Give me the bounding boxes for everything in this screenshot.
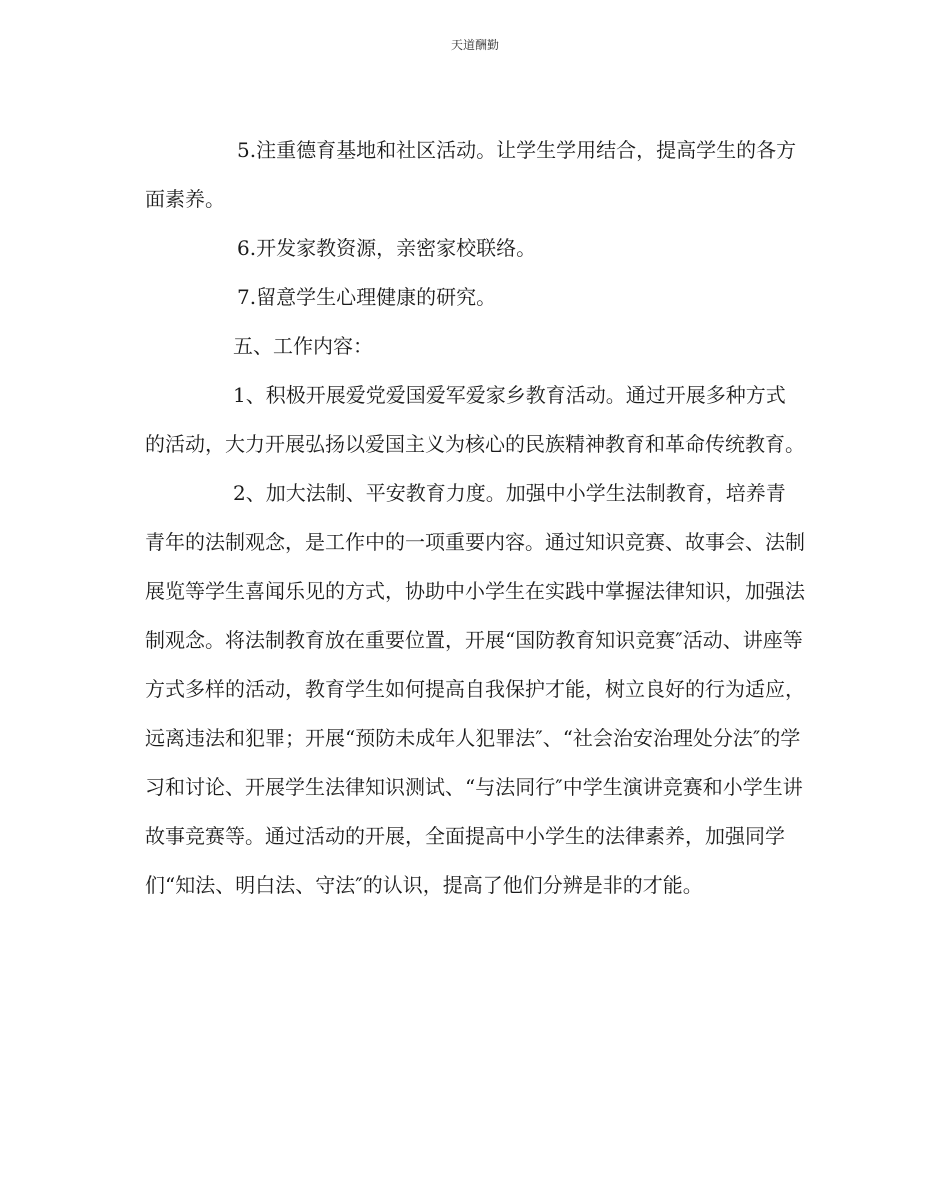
paragraph-6-home-school: 6.开发家教资源，亲密家校联络。 <box>237 236 537 260</box>
paragraph-7-mental-health: 7.留意学生心理健康的研究。 <box>237 285 497 309</box>
paragraph-1-patriotic-education: 1、积极开展爱党爱国爱军爱家乡教育活动。通过开展多种方式的活动，大力开展弘扬以爱国主义为核心的民族精神教育和革命传统教育。 <box>145 383 805 456</box>
section-heading-work-content: 五、工作内容： <box>233 334 373 358</box>
document-body <box>145 126 805 910</box>
paragraph-2-legal-education: 2、加大法制、平安教育力度。加强中小学生法制教育，培养青青年的法制观念，是工作中的一项重要内容。通过知识竞赛、故事会、法制展览等学生喜闻乐见的方式，协助中小学生在实践中掌握法律知识，加强法制观念。将法制教育放在重要位置，开展“国防教育知识竞赛″活动、讲座等方式多样的活动，教育学生如何提高自我保护才能，树立良好的行为适应，远离违法和犯罪；开展“预防未成年人犯罪法″、“社会治安治理处分法″的学习和讨论、开展学生法律知识测试、“与法同行″中学生演讲竞赛和小学生讲故事竞赛等。通过活动的开展，全面提高中小学生的法律素养，加强同学们“知法、明白法、守法″的认识，提高了他们分辨是非的才能。 <box>145 481 805 897</box>
paragraph-5-moral-base: 5.注重德育基地和社区活动。让学生学用结合，提高学生的各方面素养。 <box>145 138 797 211</box>
page-header: 天道酬勤 <box>450 38 499 52</box>
